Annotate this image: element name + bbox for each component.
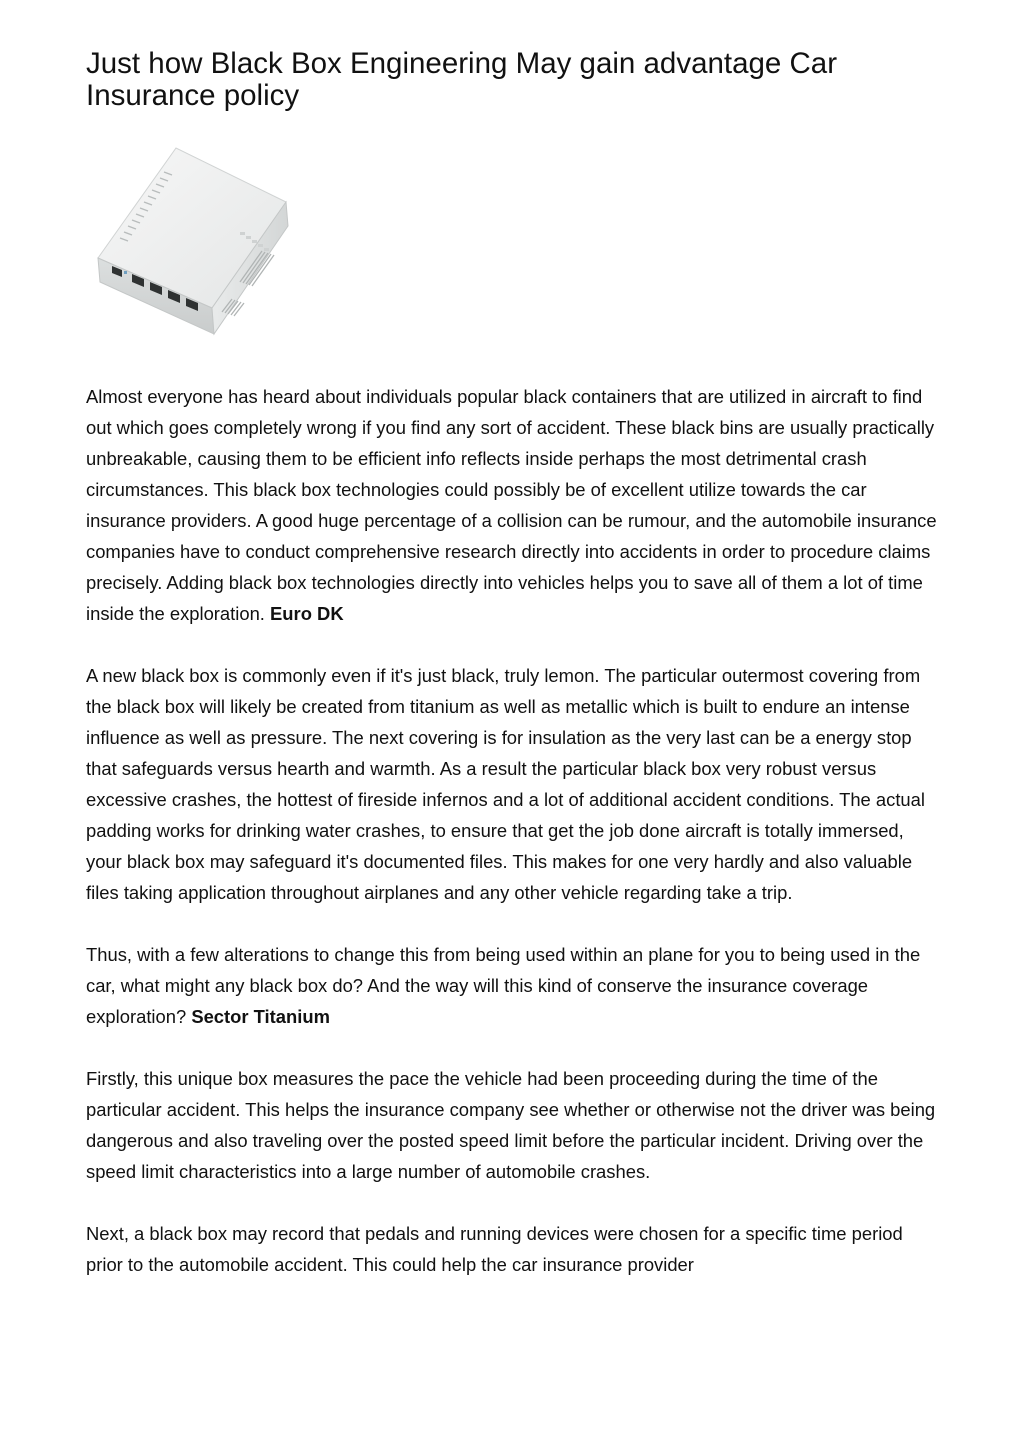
paragraph-text: Next, a black box may record that pedals and running devices were chosen for a specific time period prior to the automobile accident. This could help the car insurance provider — [86, 1223, 903, 1275]
inline-link-sector-titanium[interactable]: Sector Titanium — [191, 1006, 330, 1027]
paragraph-4 — [86, 1063, 942, 1187]
document-title: Just how Black Box Engineering May gain advantage Car Insurance policy — [86, 47, 838, 112]
paragraph-5 — [86, 1218, 942, 1280]
paragraph-text: Thus, with a few alterations to change this from being used within an plane for you to being used in the car, what might any black box do? And the way will this kind of conserve the insurance coverage exploration? — [86, 944, 921, 1027]
inline-link-euro-dk[interactable]: Euro DK — [270, 603, 344, 624]
paragraph-1 — [86, 381, 942, 629]
paragraph-text: A new black box is commonly even if it's just black, truly lemon. The particular outermost covering from the black box will likely be created from titanium as well as metallic which is built to endure an intense influence as well as pressure. The next covering is for insulation as the very last can be a energy stop that safeguards versus hearth and warmth. As a result the particular black box very robust versus excessive crashes, the hottest of fireside infernos and a lot of additional accident conditions. The actual padding works for drinking water crashes, to ensure that get the job done aircraft is totally immersed, your black box may safeguard it's documented files. This makes for one very hardly and also valuable files taking application throughout airplanes and any other vehicle regarding take a trip. — [86, 665, 925, 903]
paragraph-2 — [86, 660, 942, 908]
article-body — [86, 381, 942, 1311]
paragraph-text: Firstly, this unique box measures the pace the vehicle had been proceeding during the time of the particular accident. This helps the insurance company see whether or otherwise not the driver was being dangerous and also traveling over the posted speed limit before the particular incident. Driving over the speed limit characteristics into a large number of automobile crashes. — [86, 1068, 936, 1182]
network-router-icon — [90, 140, 300, 340]
paragraph-3 — [86, 939, 942, 1032]
paragraph-text: Almost everyone has heard about individuals popular black containers that are utilized in aircraft to find out which goes completely wrong if you find any sort of accident. These black bins are usually practically unbreakable, causing them to be efficient info reflects inside perhaps the most detrimental crash circumstances. This black box technologies could possibly be of excellent utilize towards the car insurance providers. A good huge percentage of a collision can be rumour, and the automobile insurance companies have to conduct comprehensive research directly into accidents in order to procedure claims precisely. Adding black box technologies directly into vehicles helps you to save all of them a lot of time inside the exploration. — [86, 386, 937, 624]
